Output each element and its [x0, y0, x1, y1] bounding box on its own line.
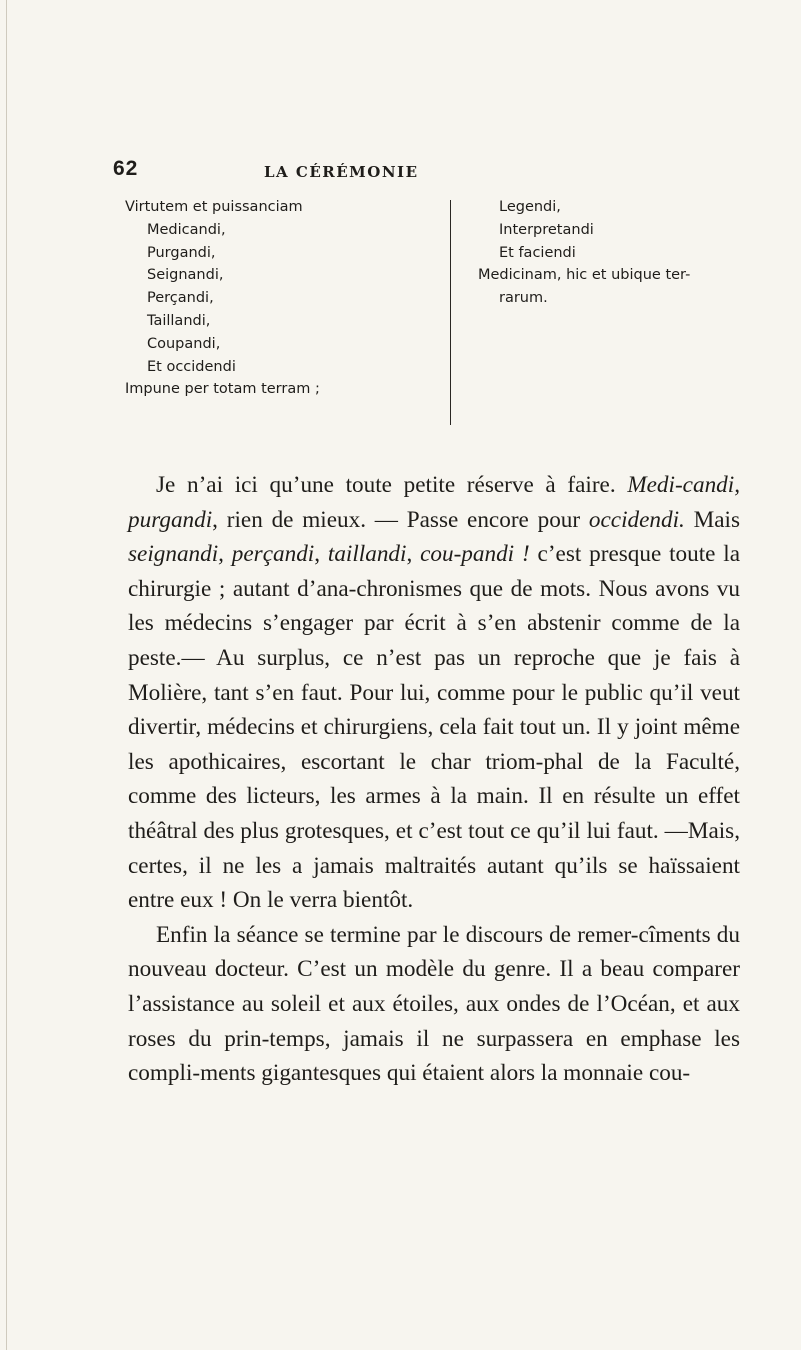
verse-line: Perçandi, [147, 290, 214, 307]
verse-line: Medicinam, hic et ubique ter- [478, 267, 691, 284]
italic-text: Medi-candi, purgandi [128, 472, 740, 533]
italic-text: occidendi. [588, 506, 685, 533]
page-header [0, 157, 801, 187]
italic-text: taillandi [327, 541, 407, 568]
italic-text: cou-pandi ! [420, 541, 530, 568]
verse-line: Coupandi, [147, 335, 221, 352]
verse-line: Interpretandi [499, 221, 594, 238]
verse-line: Medicandi, [147, 221, 226, 238]
verse-line: Taillandi, [147, 312, 211, 329]
paragraph [128, 468, 740, 918]
verse-line: rarum. [499, 290, 548, 307]
running-title: LA CÉRÉMONIE [264, 163, 419, 181]
text-run: , [314, 541, 328, 568]
verse-block [0, 196, 801, 431]
page-number: 62 [113, 157, 139, 180]
text-run: , rien de mieux. — Passe encore pour [212, 506, 589, 533]
verse-line: Purgandi, [147, 244, 216, 261]
paragraph: Enfin la séance se termine par le discours de remer-cîments du nouveau docteur. C’est un modèle du genre. Il a beau comparer l’assistance au soleil et aux étoiles, aux ondes de l’Océan, et aux roses du prin-temps, jamais il ne surpassera en emphase les compli-ments gigantesques qui étaient alors la monnaie cou- [128, 921, 740, 1087]
body-text [128, 468, 740, 1091]
text-run: c’est presque toute la chirurgie ; autant d’ana-chronismes que de mots. Nous avons vu les médecins s’engager par écrit à s’en abstenir comme de la peste.— Au surplus, ce n’est pas un reproche que je fais à Molière, tant s’en faut. Pour lui, comme pour le public qu’il veut divertir, médecins et chirurgiens, cela fait tout un. Il y joint même les apothicaires, escortant le char triom-phal de la Faculté, comme des licteurs, les armes à la main. Il en résulte un effet théâtral des plus grotesques, et c’est tout ce qu’il lui faut. —Mais, certes, il ne les a jamais maltraités autant qu’ils se haïssaient entre eux ! On le verra bientôt. [128, 541, 741, 914]
verse-line: Impune per totam terram ; [125, 381, 320, 398]
verse-line: Legendi, [499, 199, 561, 215]
text-run: , [406, 541, 421, 568]
verse-line: Et faciendi [499, 244, 576, 261]
verse-left-column [125, 196, 425, 401]
column-divider [450, 200, 451, 425]
verse-right-column [478, 196, 778, 310]
italic-text: seignandi, perçandi [128, 541, 315, 568]
text-run: Mais [684, 506, 740, 533]
verse-line: Seignandi, [147, 267, 224, 284]
verse-line: Et occidendi [147, 358, 236, 375]
verse-line: Virtutem et puissanciam [125, 199, 303, 215]
text-run: Je n’ai ici qu’une toute petite réserve à faire. [156, 472, 628, 498]
